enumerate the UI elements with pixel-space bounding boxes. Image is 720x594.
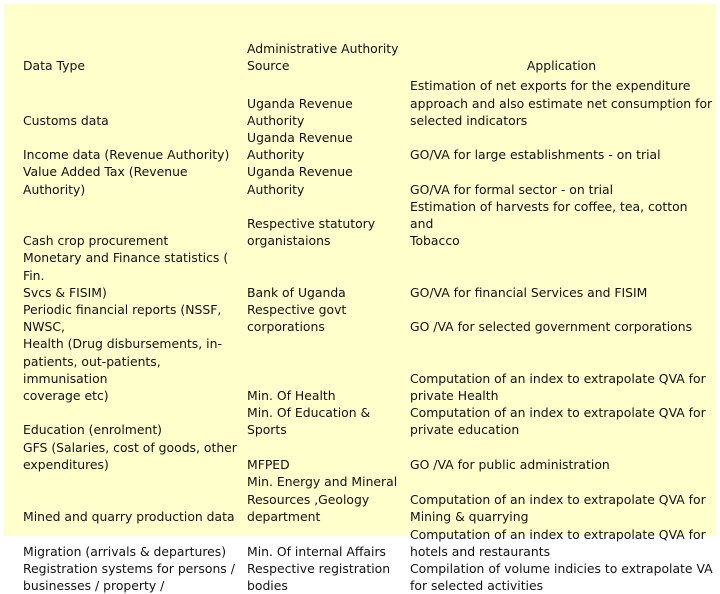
authority-cell: Uganda Revenue Authority — [247, 95, 353, 128]
data-type-cell: Monetary and Finance statistics ( Fin. Svcs & FISIM) — [23, 250, 229, 300]
application-cell: GO/VA for formal sector - on trial — [410, 181, 614, 197]
data-type-cell: Registration systems for persons / businesses / property / — [23, 561, 235, 594]
application-cell: Computation of an index to extrapolate QVA for private education — [410, 405, 706, 438]
table-row — [23, 301, 713, 335]
authority-cell: MFPED — [247, 456, 290, 472]
table-row — [23, 560, 713, 594]
data-type-cell: Income data (Revenue Authority) — [23, 147, 230, 163]
data-type-cell: Cash crop procurement — [23, 233, 169, 249]
application-cell: GO/VA for financial Services and FISIM — [410, 284, 648, 300]
table-row — [23, 525, 713, 560]
header-row — [23, 22, 713, 74]
header-authority: Administrative Authority Source — [247, 40, 399, 73]
data-sources-table — [23, 22, 713, 594]
document-page — [4, 4, 716, 594]
application-cell: Estimation of net exports for the expenditure approach and also estimate net consumption for selected indicators — [410, 78, 713, 128]
application-cell: Estimation of harvests for coffee, tea, cotton and Tobacco — [410, 198, 688, 249]
table-row — [23, 129, 713, 163]
data-type-cell: Mined and quarry production data — [23, 508, 235, 524]
header-application: Application — [526, 57, 597, 73]
data-type-cell: Education (enrolment) — [23, 422, 163, 438]
table-row — [23, 473, 713, 525]
data-type-cell: GFS (Salaries, cost of goods, other expenditures) — [23, 439, 237, 472]
data-type-cell: Migration (arrivals & departures) — [23, 543, 227, 559]
table-row — [23, 439, 713, 473]
authority-cell: Min. Of internal Affairs — [247, 543, 386, 559]
authority-cell: Respective registration bodies — [247, 561, 391, 594]
table-row — [23, 335, 713, 404]
table-row — [23, 163, 713, 197]
authority-cell: Min. Of Health — [247, 388, 336, 404]
data-type-cell: Customs data — [23, 112, 109, 128]
table-row — [23, 198, 713, 250]
table-row — [23, 249, 713, 301]
application-cell: Compilation of volume indicies to extrapolate VA for selected activities — [410, 561, 713, 594]
authority-cell: Uganda Revenue Authority — [247, 130, 353, 163]
authority-cell: Respective govt corporations — [247, 302, 347, 335]
application-cell: GO/VA for large establishments - on trial — [410, 147, 661, 163]
application-cell: GO /VA for selected government corporations — [410, 319, 693, 335]
authority-cell: Min. Of Education & Sports — [247, 405, 371, 438]
application-cell: Computation of an index to extrapolate QVA for hotels and restaurants — [410, 526, 706, 559]
authority-cell: Respective statutory organistaions — [247, 216, 376, 249]
data-type-cell: Periodic financial reports (NSSF, NWSC, — [23, 302, 222, 335]
application-cell: Computation of an index to extrapolate QVA for private Health — [410, 370, 706, 404]
header-data-type: Data Type — [23, 57, 85, 73]
table-row — [23, 74, 713, 129]
authority-cell: Uganda Revenue Authority — [247, 164, 353, 197]
table-row — [23, 404, 713, 438]
authority-cell: Min. Energy and Mineral Resources ,Geology department — [247, 474, 398, 524]
data-type-cell: Value Added Tax (Revenue Authority) — [23, 164, 188, 197]
authority-cell: Bank of Uganda — [247, 284, 346, 300]
application-cell: Computation of an index to extrapolate QVA for Mining & quarrying — [410, 491, 706, 524]
application-cell: GO /VA for public administration — [410, 456, 610, 472]
data-type-cell: Health (Drug disbursements, in- patients, out-patients, immunisation coverage etc) — [23, 336, 222, 404]
